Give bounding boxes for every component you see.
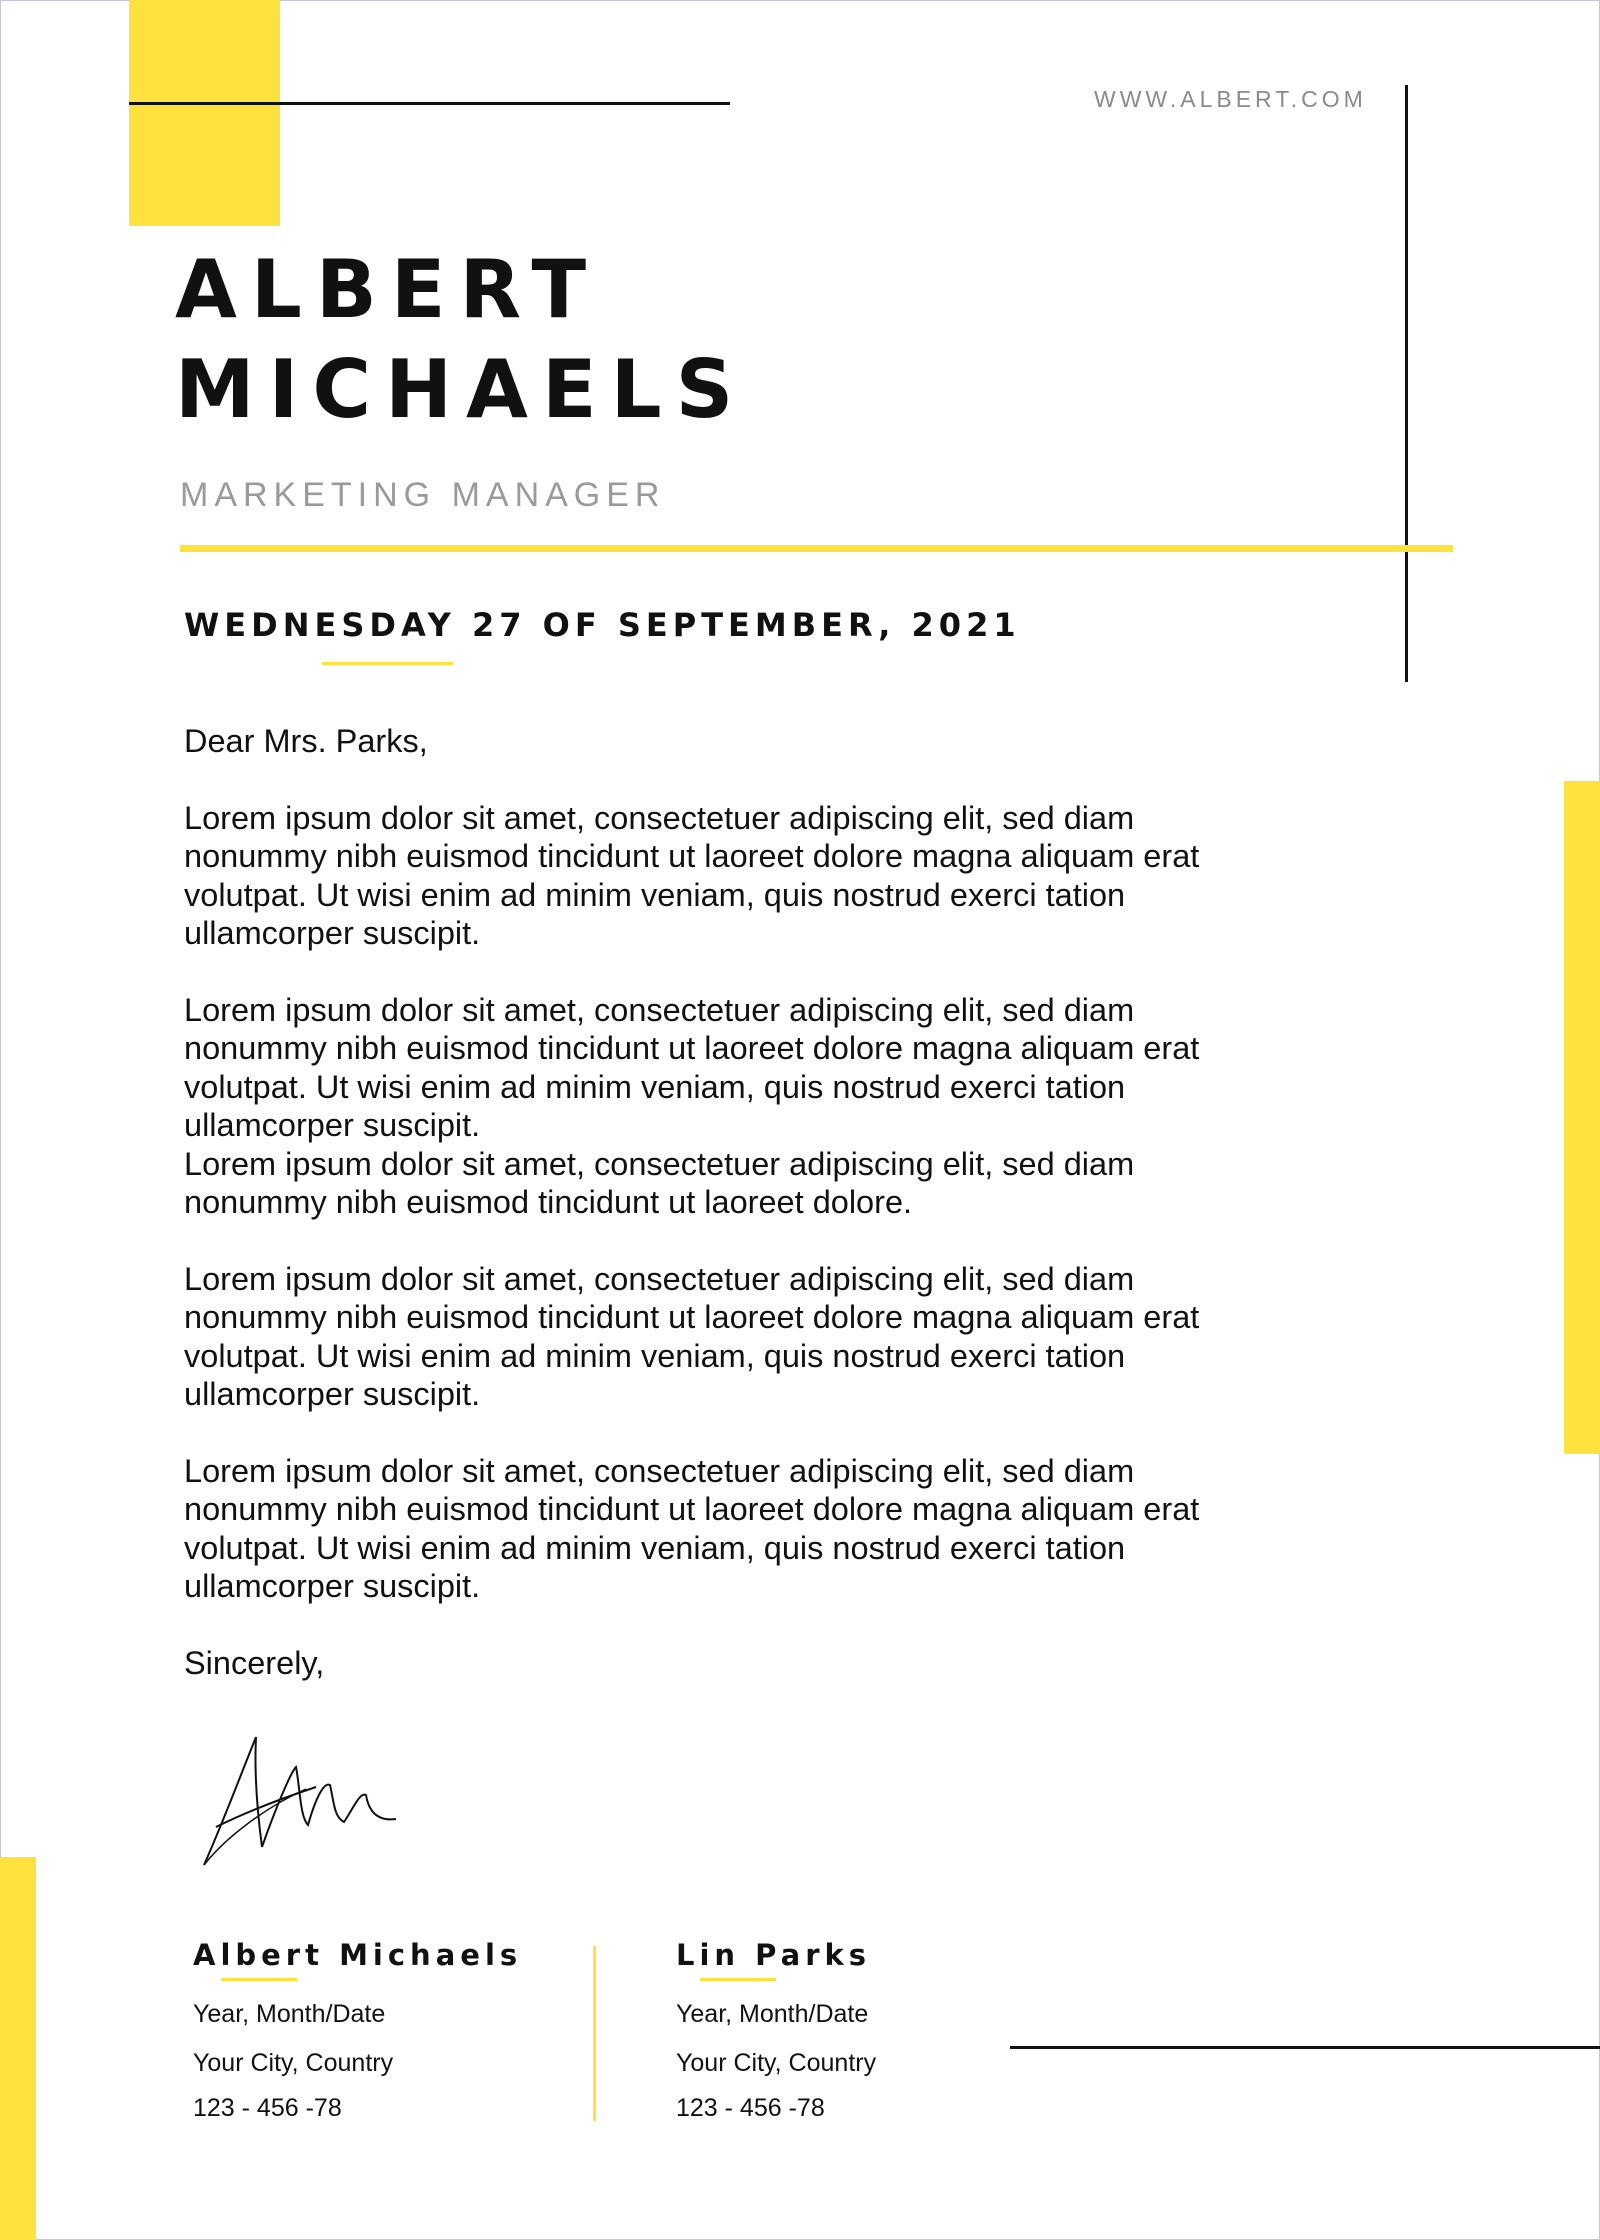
paragraph: Lorem ipsum dolor sit amet, consectetuer adipiscing elit, sed diam nonummy nibh euismod tincidunt ut laoreet dolore magna aliquam erat volutpat. Ut wisi enim ad minim veniam, quis nostrud exerci tation ullamcorper suscipit. — [184, 1452, 1200, 1604]
signatory-2-date: Year, Month/Date — [676, 2000, 869, 2028]
closing: Sincerely, — [184, 1644, 325, 1681]
yellow-corner-block — [129, 0, 280, 226]
signature-image — [196, 1727, 456, 1877]
signatory-1-location: Your City, Country — [193, 2049, 394, 2077]
letter-date: WEDNESDAY 27 OF SEPTEMBER, 2021 — [184, 606, 1021, 644]
signatory-1-name: Albert Michaels — [193, 1938, 523, 1972]
vertical-rule — [1405, 85, 1408, 682]
name-line-2: MICHAELS — [175, 343, 748, 436]
signatory-1-phone: 123 - 456 -78 — [193, 2094, 342, 2122]
bottom-rule — [1010, 2046, 1600, 2049]
website-link[interactable]: WWW.ALBERT.COM — [1094, 86, 1367, 112]
signatory-1-underline — [221, 1978, 297, 1981]
signatory-2-phone: 123 - 456 -78 — [676, 2094, 825, 2122]
paragraph: Lorem ipsum dolor sit amet, consectetuer adipiscing elit, sed diam nonummy nibh euismod tincidunt ut laoreet dolore magna aliquam erat volutpat. Ut wisi enim ad minim veniam, quis nostrud exerci tation ullamcorper suscipit. — [184, 1260, 1200, 1412]
signatory-divider — [593, 1946, 596, 2121]
signatory-2-location: Your City, Country — [676, 2049, 877, 2077]
signatory-2-name: Lin Parks — [676, 1938, 872, 1972]
signatory-2-underline — [700, 1978, 776, 1981]
right-accent-bar — [1564, 781, 1600, 1454]
left-accent-bar — [0, 1857, 36, 2240]
paragraph: Lorem ipsum dolor sit amet, consectetuer adipiscing elit, sed diam nonummy nibh euismod tincidunt ut laoreet dolore magna aliquam erat volutpat. Ut wisi enim ad minim veniam, quis nostrud exerci tation ullamcorper suscipit. — [184, 799, 1200, 951]
job-title: MARKETING MANAGER — [180, 476, 666, 514]
author-name — [175, 240, 747, 440]
top-rule — [129, 102, 730, 105]
letter-body — [184, 722, 1424, 1720]
date-underline — [322, 662, 453, 665]
paragraph: Lorem ipsum dolor sit amet, consectetuer adipiscing elit, sed diam nonummy nibh euismod tincidunt ut laoreet dolore magna aliquam erat volutpat. Ut wisi enim ad minim veniam, quis nostrud exerci tation ullamcorper suscipit. — [184, 991, 1200, 1143]
paragraph: Lorem ipsum dolor sit amet, consectetuer adipiscing elit, sed diam nonummy nibh euismod tincidunt ut laoreet dolore. — [184, 1145, 1135, 1220]
name-line-1: ALBERT — [175, 243, 601, 336]
signatory-1-date: Year, Month/Date — [193, 2000, 386, 2028]
greeting: Dear Mrs. Parks, — [184, 723, 428, 759]
header-underline — [180, 545, 1453, 552]
